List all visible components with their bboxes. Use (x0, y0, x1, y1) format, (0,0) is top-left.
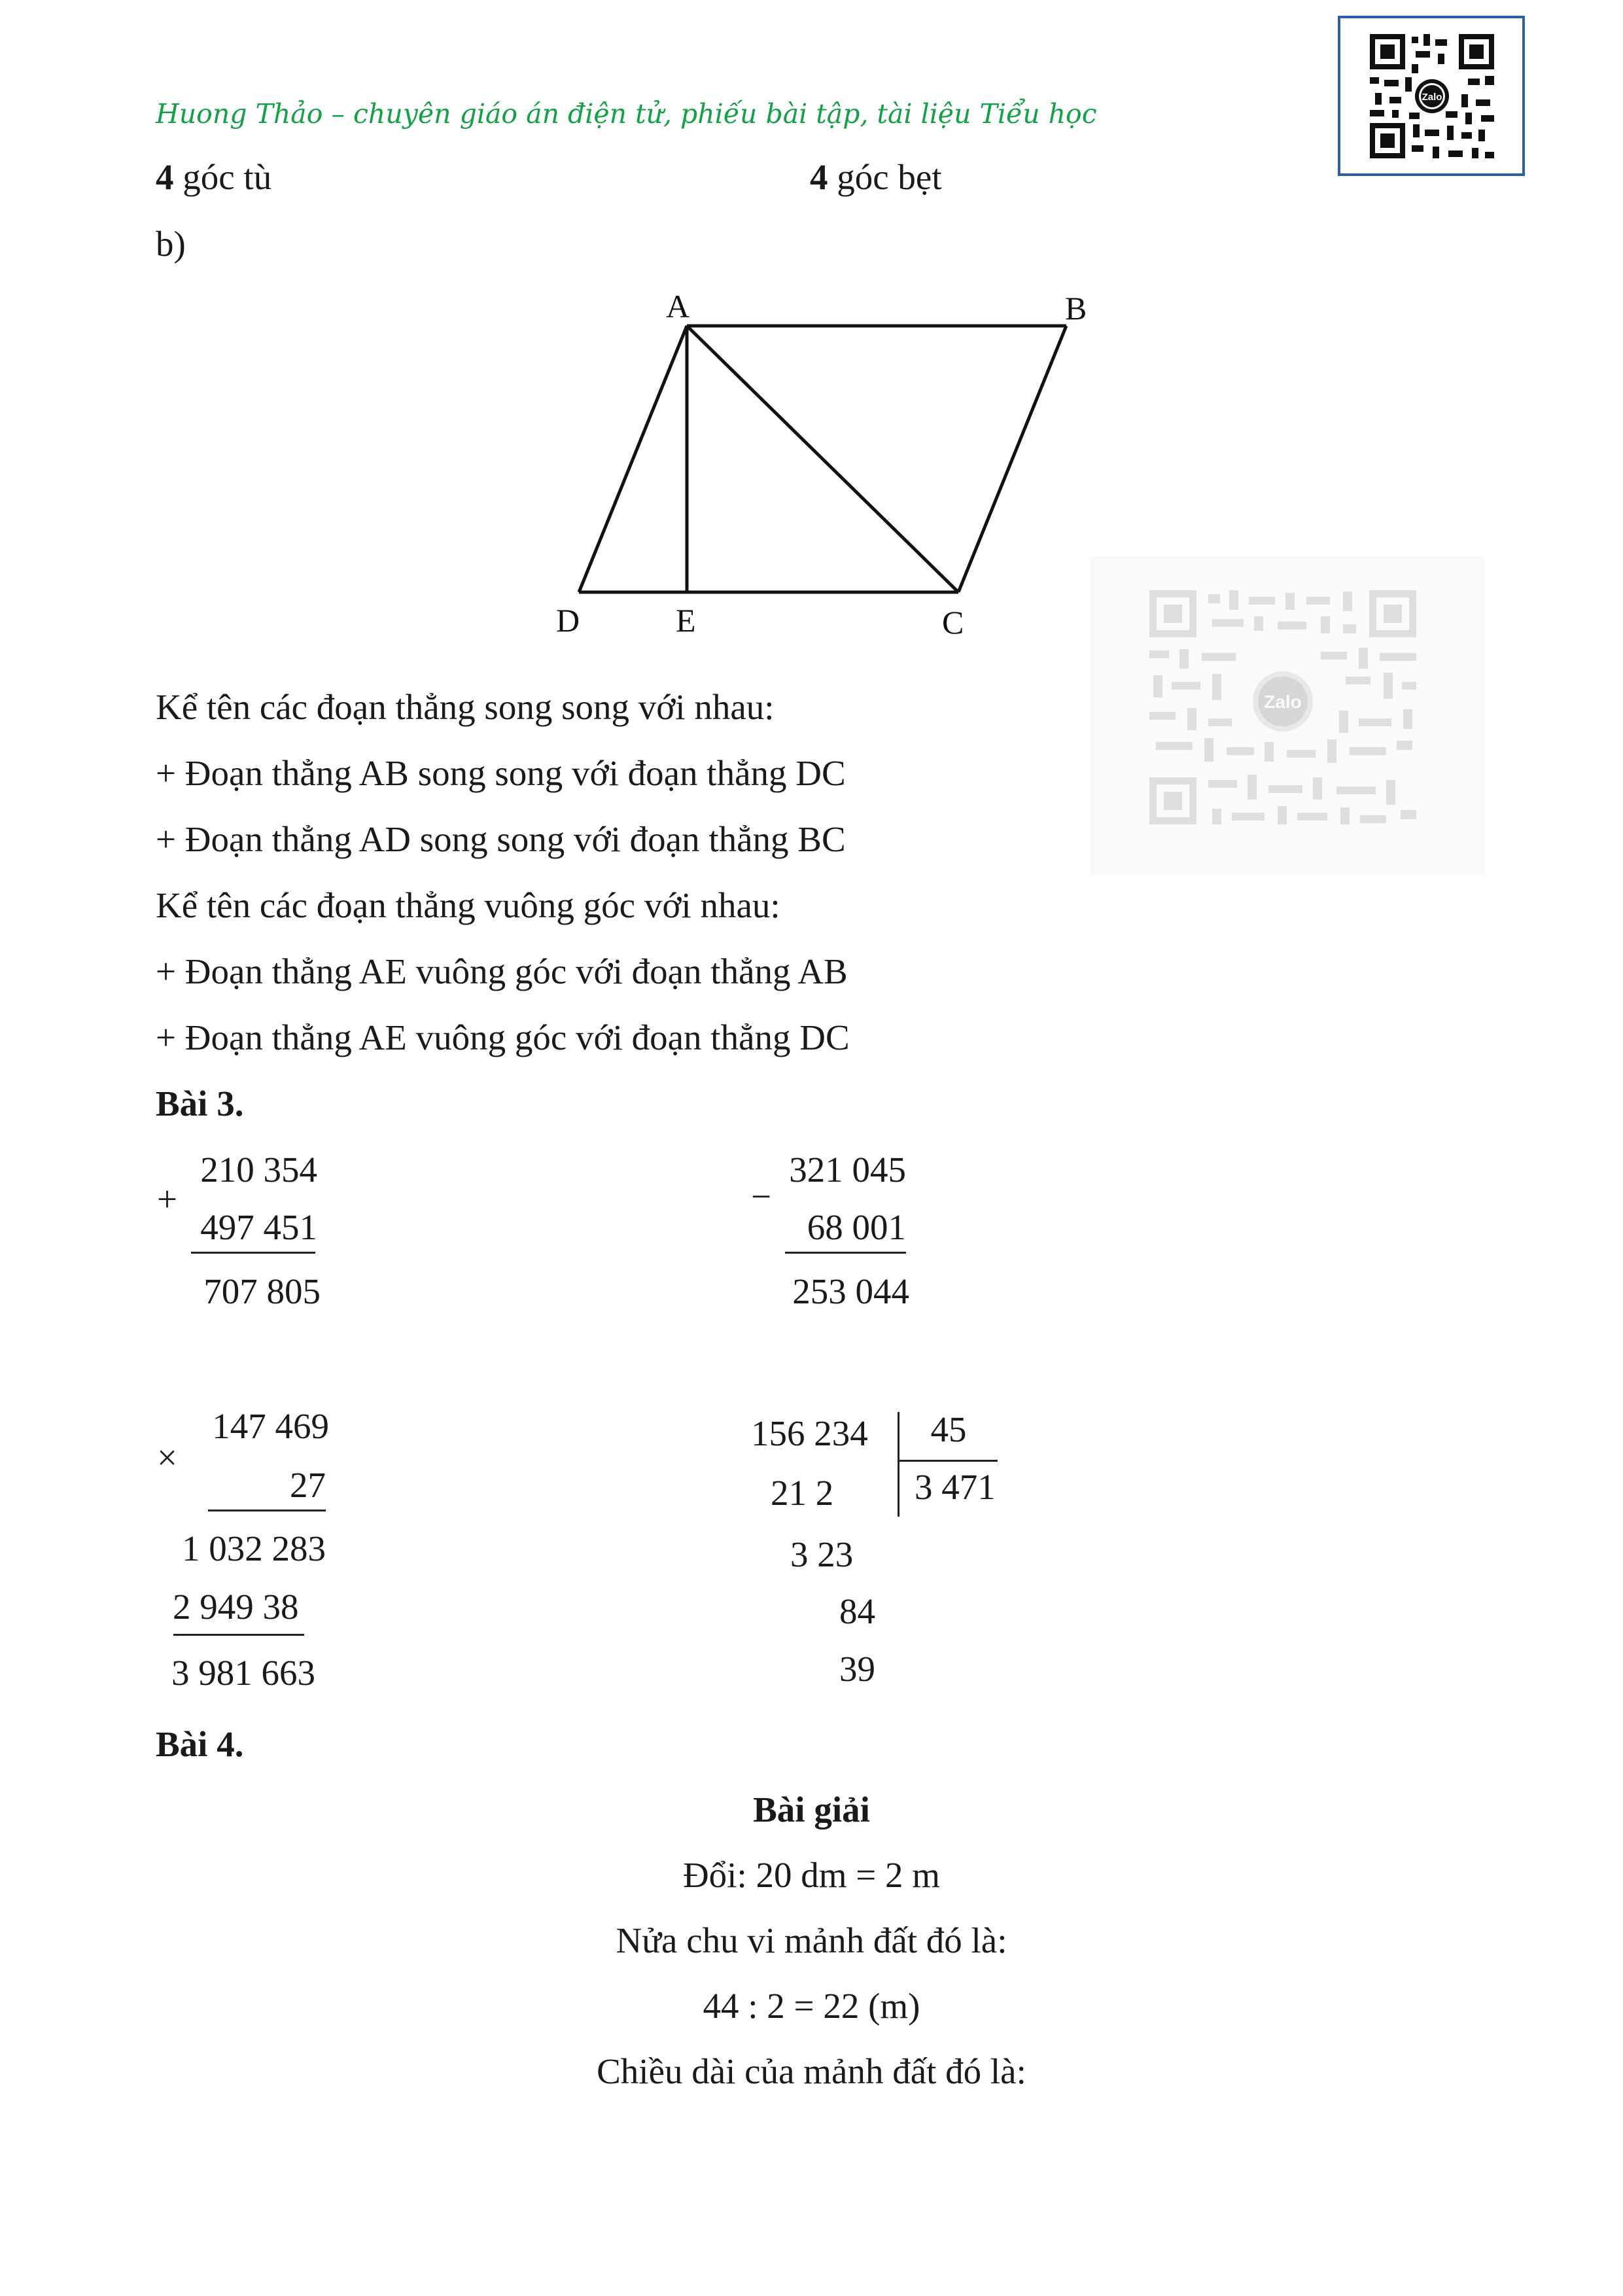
addition-operand-a: 210 354 (200, 1150, 317, 1190)
parallel-heading: Kể tên các đoạn thẳng song song với nhau: (156, 687, 775, 727)
page-header-text: Huong Thảo – chuyên giáo án điện tử, phiếu bài tập, tài liệu Tiểu học (156, 98, 1097, 130)
division-divisor: 45 (930, 1409, 967, 1449)
segment-ac (687, 326, 958, 592)
vertex-a-label: A (666, 288, 690, 325)
part-b-label: b) (156, 224, 186, 264)
division-dividend: 156 234 (751, 1413, 868, 1453)
bai3-title: Bài 3. (156, 1084, 244, 1123)
perpendicular-heading: Kể tên các đoạn thẳng vuông góc với nhau: (156, 885, 780, 925)
division-horizontal-rule (899, 1460, 998, 1462)
subtraction-rule (785, 1252, 906, 1254)
multiplication-partial-2: 2 949 38 (173, 1587, 299, 1627)
vertex-c-label: C (942, 604, 964, 641)
parallel-item-1: + Đoạn thẳng AB song song với đoạn thẳng DC (156, 753, 846, 793)
perpendicular-item-1: + Đoạn thẳng AE vuông góc với đoạn thẳng AB (156, 951, 848, 991)
straight-count: 4 (810, 157, 828, 197)
vertex-d-label: D (556, 602, 580, 639)
straight-label: góc bẹt (837, 157, 942, 197)
qr-logo-text: Zalo (1422, 92, 1442, 103)
multiplication-operand-b: 27 (290, 1465, 326, 1505)
solution-line-1: Đổi: 20 dm = 2 m (682, 1855, 941, 1895)
zalo-qr-code (1338, 16, 1525, 176)
addition-sign: + (157, 1179, 178, 1219)
addition-rule (191, 1252, 315, 1254)
watermark-qr-image (1089, 556, 1484, 875)
division-remainder: 39 (839, 1649, 875, 1689)
division-step-1: 21 2 (771, 1473, 834, 1513)
addition-operand-b: 497 451 (200, 1207, 317, 1247)
multiplication-rule-2 (173, 1634, 304, 1636)
multiplication-sign: × (157, 1438, 178, 1477)
bai4-title: Bài 4. (156, 1724, 244, 1764)
multiplication-rule-1 (208, 1510, 326, 1511)
perpendicular-item-2: + Đoạn thẳng AE vuông góc với đoạn thẳng DC (156, 1017, 850, 1057)
parallelogram-figure (536, 275, 1125, 648)
watermark-logo-text: Zalo (1264, 692, 1302, 712)
solution-line-2: Nửa chu vi mảnh đất đó là: (616, 1920, 1007, 1960)
solution-heading: Bài giải (753, 1790, 870, 1829)
parallel-item-2: + Đoạn thẳng AD song song với đoạn thẳng BC (156, 819, 846, 859)
obtuse-angles-line (156, 156, 271, 199)
subtraction-operand-b: 68 001 (807, 1207, 906, 1247)
subtraction-operand-a: 321 045 (789, 1150, 906, 1190)
qr-code-image (1340, 18, 1522, 173)
solution-line-3: 44 : 2 = 22 (m) (703, 1986, 920, 2026)
vertex-b-label: B (1065, 290, 1087, 327)
segment-bc (958, 326, 1066, 592)
point-e-label: E (676, 602, 696, 639)
obtuse-count: 4 (156, 157, 174, 197)
multiplication-operand-a: 147 469 (212, 1406, 329, 1446)
division-step-3: 84 (839, 1591, 875, 1631)
addition-result: 707 805 (203, 1271, 321, 1311)
division-quotient: 3 471 (915, 1467, 996, 1507)
obtuse-label: góc tù (183, 157, 272, 197)
division-step-2: 3 23 (790, 1534, 854, 1574)
watermark-qr-code (1089, 556, 1484, 875)
segment-ad (579, 326, 687, 592)
multiplication-partial-1: 1 032 283 (182, 1528, 326, 1568)
multiplication-result: 3 981 663 (171, 1653, 315, 1693)
straight-angles-line (810, 156, 942, 199)
subtraction-result: 253 044 (792, 1271, 909, 1311)
solution-line-4: Chiều dài của mảnh đất đó là: (597, 2051, 1026, 2091)
subtraction-sign: − (751, 1176, 772, 1216)
